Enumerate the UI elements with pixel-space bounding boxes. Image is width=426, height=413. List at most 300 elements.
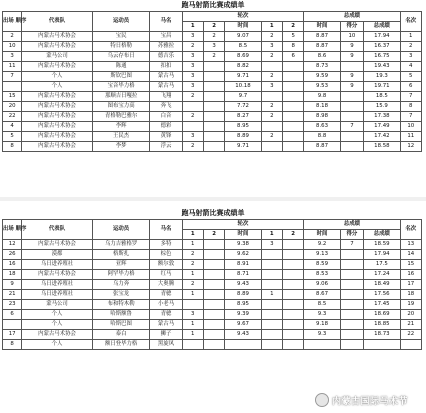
table-cell <box>225 340 261 350</box>
table-cell: 2 <box>182 260 203 270</box>
table-cell: 图布宝力高 <box>92 102 150 112</box>
table-cell <box>261 62 282 72</box>
table-cell: 1 <box>182 240 203 250</box>
table-cell: 个人 <box>22 340 93 350</box>
table-row <box>3 142 422 152</box>
table-cell: 8.18 <box>304 102 340 112</box>
table-cell: 8.91 <box>225 260 261 270</box>
table-cell: 大奥腾 <box>150 280 182 290</box>
table-cell <box>282 102 303 112</box>
table-cell <box>203 102 224 112</box>
table-cell: 10 <box>3 42 22 52</box>
header-team: 代表队 <box>22 220 93 240</box>
table-row <box>3 290 422 300</box>
table-cell <box>261 142 282 152</box>
table-cell: 格斯扎 <box>92 250 150 260</box>
table-cell: 1 <box>400 32 421 42</box>
table-cell: 8.67 <box>304 290 340 300</box>
table-cell <box>203 142 224 152</box>
table-cell: 8.63 <box>304 122 340 132</box>
table-cell: 2 <box>261 52 282 62</box>
header-time-1: 时间 <box>225 22 261 32</box>
table-cell <box>282 122 303 132</box>
header-time-1: 时间 <box>225 230 261 240</box>
table-cell: 15.9 <box>364 102 400 112</box>
table-cell: 4 <box>3 122 22 132</box>
table-cell: 2 <box>261 102 282 112</box>
table-cell: 9.38 <box>225 240 261 250</box>
table-cell: 3 <box>3 52 22 62</box>
table-cell: 26 <box>3 250 22 260</box>
table-cell: 8.8 <box>304 132 340 142</box>
table-cell: 额尔敦 <box>150 260 182 270</box>
table-cell: 19.43 <box>364 62 400 72</box>
table-cell: 18 <box>400 290 421 300</box>
table-cell: 3 <box>261 42 282 52</box>
table-cell: 奔飞 <box>150 102 182 112</box>
table-cell: 3 <box>182 72 203 82</box>
table-row <box>3 280 422 290</box>
table-cell: 16 <box>3 260 22 270</box>
header-score: 得分 <box>340 230 364 240</box>
table-cell <box>203 122 224 132</box>
table-cell <box>340 102 364 112</box>
table-cell <box>282 330 303 340</box>
table-cell <box>282 260 303 270</box>
table-cell <box>203 270 224 280</box>
table-cell: 3 <box>261 240 282 250</box>
table-row <box>3 92 422 102</box>
table-cell <box>282 340 303 350</box>
table-cell <box>261 250 282 260</box>
table-row <box>3 260 422 270</box>
table-cell <box>182 102 203 112</box>
table-cell: 17.24 <box>364 270 400 280</box>
table-cell: 8 <box>3 340 22 350</box>
table-cell: 18.58 <box>364 142 400 152</box>
table-cell <box>203 132 224 142</box>
header-rounds: 轮次 <box>182 220 304 230</box>
table-cell: 9 <box>340 72 364 82</box>
table-cell: 17.42 <box>364 132 400 142</box>
table-cell: 2 <box>182 42 203 52</box>
table-cell <box>340 62 364 72</box>
header-total-sub: 总成绩 <box>364 230 400 240</box>
table-cell: 1 <box>261 290 282 300</box>
table-cell: 8.69 <box>225 52 261 62</box>
table-cell: 3 <box>261 82 282 92</box>
table-cell: 2 <box>182 280 203 290</box>
table-cell: 7 <box>400 112 421 122</box>
table-cell <box>261 300 282 310</box>
table-cell: 3 <box>400 52 421 62</box>
table-cell: 乌日进养殖社 <box>22 280 93 290</box>
table-cell: 9.43 <box>225 330 261 340</box>
header-athlete: 运动员 <box>92 220 150 240</box>
table-cell: 8 <box>400 102 421 112</box>
table-cell <box>340 290 364 300</box>
table-cell: 9.71 <box>225 142 261 152</box>
table-cell: 9.53 <box>304 82 340 92</box>
table-row <box>3 82 422 92</box>
table-cell: 飞翔 <box>150 92 182 102</box>
table-cell: 1 <box>182 290 203 300</box>
table-cell: 内蒙古马术协会 <box>22 102 93 112</box>
table-cell: 8.87 <box>304 32 340 42</box>
table-cell: 19 <box>400 300 421 310</box>
table-cell: 9 <box>340 52 364 62</box>
table-cell: 6 <box>3 310 22 320</box>
table-cell: 12 <box>3 240 22 250</box>
table-cell: 内蒙古马术协会 <box>22 32 93 42</box>
table-row <box>3 310 422 320</box>
table-cell: 宝昌 <box>150 32 182 42</box>
table-cell: 3 <box>182 32 203 42</box>
table-cell <box>203 112 224 122</box>
table-cell: 19.71 <box>364 82 400 92</box>
table-cell: 9.07 <box>225 32 261 42</box>
table-cell: 内蒙古马术协会 <box>22 122 93 132</box>
table-cell: 10 <box>400 122 421 132</box>
table-row <box>3 72 422 82</box>
table-row <box>3 340 422 350</box>
table-cell: 5 <box>400 72 421 82</box>
table-cell: 20 <box>3 102 22 112</box>
table-cell <box>282 82 303 92</box>
table-cell <box>282 112 303 122</box>
header-round-1b: 1 <box>261 230 282 240</box>
table-cell: 2 <box>261 72 282 82</box>
table-cell: 张宝龙 <box>92 290 150 300</box>
table-cell: 15 <box>3 92 22 102</box>
table-cell: 8.89 <box>225 290 261 300</box>
table-cell: 黑旋风 <box>150 340 182 350</box>
table-cell <box>282 250 303 260</box>
table-cell: 个人 <box>22 82 93 92</box>
table-cell: 蒙古马 <box>150 72 182 82</box>
table-cell: 18.85 <box>364 320 400 330</box>
table-cell: 18.5 <box>364 92 400 102</box>
table-cell <box>261 280 282 290</box>
table-cell: 7 <box>3 72 22 82</box>
table-cell: 8.59 <box>304 260 340 270</box>
table-cell: 内蒙古马术协会 <box>22 270 93 280</box>
table-cell: 青格勒巴雅尔 <box>92 112 150 122</box>
table-cell: 内蒙古马术协会 <box>22 112 93 122</box>
table-cell: 7 <box>340 122 364 132</box>
table-cell: 特日格勒 <box>92 42 150 52</box>
header-round-2b: 2 <box>282 230 303 240</box>
table-cell <box>203 340 224 350</box>
table-cell: 8.82 <box>225 62 261 72</box>
table-cell: 18 <box>3 270 22 280</box>
table-cell: 14 <box>400 250 421 260</box>
table-cell: 8.87 <box>304 42 340 52</box>
header-round-1: 1 <box>182 230 203 240</box>
table-cell: 1 <box>182 320 203 330</box>
table-cell: 乌力奔 <box>92 280 150 290</box>
table-cell <box>203 62 224 72</box>
results-table-2 <box>2 219 422 350</box>
table-row <box>3 250 422 260</box>
table-cell <box>261 330 282 340</box>
table-cell: 泰白 <box>92 330 150 340</box>
table-cell <box>261 260 282 270</box>
table-cell: 李梦 <box>92 142 150 152</box>
table-cell: 乌力吉雅格罗 <box>92 240 150 250</box>
table-cell: 19.3 <box>364 72 400 82</box>
table-row <box>3 132 422 142</box>
table-cell: 王民杰 <box>92 132 150 142</box>
table-cell: 青骢 <box>150 310 182 320</box>
table-cell <box>203 300 224 310</box>
wechat-logo-icon <box>315 393 329 407</box>
table-cell <box>340 310 364 320</box>
table-cell: 8.73 <box>304 62 340 72</box>
header-total: 总成绩 <box>304 12 400 22</box>
table-cell: 9.67 <box>225 320 261 330</box>
table-cell: 红马 <box>150 270 182 280</box>
table-cell: 内蒙古马术协会 <box>22 240 93 250</box>
header-rank: 名次 <box>400 12 421 32</box>
table-cell: 17.45 <box>364 300 400 310</box>
table-cell <box>282 72 303 82</box>
table-cell <box>203 330 224 340</box>
table-cell: 德彩 <box>150 122 182 132</box>
table-cell: 内蒙古马术协会 <box>22 92 93 102</box>
table-cell: 17.94 <box>364 250 400 260</box>
table-cell: 8.71 <box>225 270 261 280</box>
table-row <box>3 330 422 340</box>
table-cell <box>340 340 364 350</box>
table-cell <box>282 142 303 152</box>
table-cell <box>261 310 282 320</box>
table-cell <box>203 320 224 330</box>
table-cell <box>282 290 303 300</box>
table-cell <box>3 320 22 330</box>
table-cell: 17 <box>400 280 421 290</box>
table-cell: 陈通 <box>92 62 150 72</box>
table-cell: 斯钦巴图 <box>92 72 150 82</box>
table-cell: 21 <box>3 290 22 300</box>
table-cell <box>340 132 364 142</box>
table-cell <box>261 92 282 102</box>
table-cell: 9.8 <box>304 92 340 102</box>
header-round-1b: 1 <box>261 22 282 32</box>
table-cell: 18.69 <box>364 310 400 320</box>
header-score: 得分 <box>340 22 364 32</box>
table-cell: 9.06 <box>304 280 340 290</box>
table-cell <box>203 92 224 102</box>
table-cell: 3 <box>182 132 203 142</box>
table-cell: 8.6 <box>304 52 340 62</box>
table-cell <box>340 112 364 122</box>
table-cell: 10 <box>340 32 364 42</box>
table-cell <box>340 300 364 310</box>
table-cell: 蒙古马 <box>150 82 182 92</box>
table-cell: 哈斯额鲁 <box>92 310 150 320</box>
table-cell <box>203 82 224 92</box>
table-cell: 5 <box>3 132 22 142</box>
table-cell <box>261 320 282 330</box>
table-cell: 1 <box>182 270 203 280</box>
table-cell: 9.2 <box>304 240 340 250</box>
table-cell: 8.53 <box>304 270 340 280</box>
table-cell: 内蒙古马术协会 <box>22 330 93 340</box>
table-cell: 17.56 <box>364 290 400 300</box>
table-row <box>3 52 422 62</box>
table-cell: 17.5 <box>364 260 400 270</box>
table-cell: 2 <box>261 132 282 142</box>
table-cell: 宝民 <box>92 32 150 42</box>
table-cell <box>282 300 303 310</box>
table-cell: 5 <box>282 32 303 42</box>
table-cell: 哈斯巴图 <box>92 320 150 330</box>
table-cell: 内蒙古马术协会 <box>22 132 93 142</box>
table-cell: 蒙马公司 <box>22 52 93 62</box>
table-cell: 9 <box>340 82 364 92</box>
table-cell: 9 <box>3 280 22 290</box>
table-cell: 2 <box>261 112 282 122</box>
table-cell: 9.3 <box>304 330 340 340</box>
table-cell <box>282 280 303 290</box>
table-cell: 7.72 <box>225 102 261 112</box>
header-horse: 马名 <box>150 220 182 240</box>
table-cell: 16.37 <box>364 42 400 52</box>
table-cell: 2 <box>3 32 22 42</box>
table-cell: 8.27 <box>225 112 261 122</box>
header-horse: 马名 <box>150 12 182 32</box>
table-cell: 2 <box>203 52 224 62</box>
table-cell: 狮子 <box>150 330 182 340</box>
table-cell: 17 <box>3 330 22 340</box>
table-cell: 17.38 <box>364 112 400 122</box>
table-cell: 2 <box>182 250 203 260</box>
table-cell <box>261 340 282 350</box>
table-cell <box>340 270 364 280</box>
table-cell: 浮云 <box>150 142 182 152</box>
table-cell: 21 <box>400 320 421 330</box>
table-cell: 6 <box>282 52 303 62</box>
header-total-sub: 总成绩 <box>364 22 400 32</box>
table-cell: 宝音毕力格 <box>92 82 150 92</box>
table-cell <box>3 82 22 92</box>
table-row <box>3 42 422 52</box>
table-cell: 17.49 <box>364 122 400 132</box>
table-cell: 8.98 <box>304 112 340 122</box>
table-cell: 个人 <box>22 72 93 82</box>
table-cell: 2 <box>182 92 203 102</box>
header-team: 代表队 <box>22 12 93 32</box>
table-cell: 青骢 <box>150 290 182 300</box>
table-cell: 3 <box>182 52 203 62</box>
table-cell: 李辉 <box>92 122 150 132</box>
table-cell <box>340 142 364 152</box>
divider <box>0 197 426 201</box>
header-order: 出场 顺序 <box>3 12 22 32</box>
table-row <box>3 122 422 132</box>
table-cell: 3 <box>182 82 203 92</box>
table-row <box>3 102 422 112</box>
table-cell <box>340 280 364 290</box>
table-cell: 白音 <box>150 112 182 122</box>
table-cell: 内蒙古马术协会 <box>22 42 93 52</box>
table-row <box>3 62 422 72</box>
table-cell <box>182 300 203 310</box>
table-cell <box>400 340 421 350</box>
table-cell: 个人 <box>22 310 93 320</box>
table-cell: 10.18 <box>225 82 261 92</box>
table-cell <box>261 122 282 132</box>
table-cell: 6 <box>400 82 421 92</box>
table-cell: 乌日进养殖社 <box>22 260 93 270</box>
table-cell <box>203 240 224 250</box>
table-row <box>3 270 422 280</box>
table-cell: 1 <box>182 330 203 340</box>
header-rank: 名次 <box>400 220 421 240</box>
table-cell: 那顺吉日嘎拉 <box>92 92 150 102</box>
header-row <box>3 12 422 22</box>
table-cell <box>282 240 303 250</box>
table-cell <box>203 260 224 270</box>
table-cell: 布和特木勒 <box>92 300 150 310</box>
table-cell <box>340 250 364 260</box>
table-row <box>3 112 422 122</box>
table-row <box>3 32 422 42</box>
table-cell: 小老马 <box>150 300 182 310</box>
watermark-text: 内蒙古国际马术节 <box>331 396 408 407</box>
table-cell <box>340 320 364 330</box>
results-table-1 <box>2 11 422 152</box>
table-cell: 11 <box>3 62 22 72</box>
table-cell: 16 <box>400 270 421 280</box>
table-cell: 乌日进养殖社 <box>22 290 93 300</box>
table-cell: 8.89 <box>225 132 261 142</box>
table-cell: 8.87 <box>304 142 340 152</box>
table-cell <box>340 330 364 340</box>
header-row <box>3 220 422 230</box>
table-cell: 9.13 <box>304 250 340 260</box>
table-cell: 漠都 <box>22 250 93 260</box>
table-cell: 17.94 <box>364 32 400 42</box>
header-round-2: 2 <box>203 230 224 240</box>
table-cell: 20 <box>400 310 421 320</box>
table-cell <box>203 250 224 260</box>
table-row <box>3 240 422 250</box>
table-cell: 9.43 <box>225 280 261 290</box>
table-cell: 8.95 <box>225 122 261 132</box>
table-cell: 13 <box>400 240 421 250</box>
table-cell: 苏雅拉 <box>150 42 182 52</box>
table-cell: 15 <box>400 260 421 270</box>
table-cell: 12 <box>400 142 421 152</box>
table-cell <box>282 270 303 280</box>
table-cell <box>282 62 303 72</box>
table-cell: 7 <box>340 240 364 250</box>
table-cell: 扣扣 <box>150 62 182 72</box>
table-cell <box>282 320 303 330</box>
table-cell: 8 <box>3 142 22 152</box>
table-cell: 18.59 <box>364 240 400 250</box>
table-cell: 8.5 <box>304 300 340 310</box>
table-cell <box>203 72 224 82</box>
table-cell: 18.73 <box>364 330 400 340</box>
table-cell: 9.39 <box>225 310 261 320</box>
table-cell <box>182 340 203 350</box>
table-cell <box>203 280 224 290</box>
table-cell: 2 <box>182 112 203 122</box>
table-cell: 9.71 <box>225 72 261 82</box>
